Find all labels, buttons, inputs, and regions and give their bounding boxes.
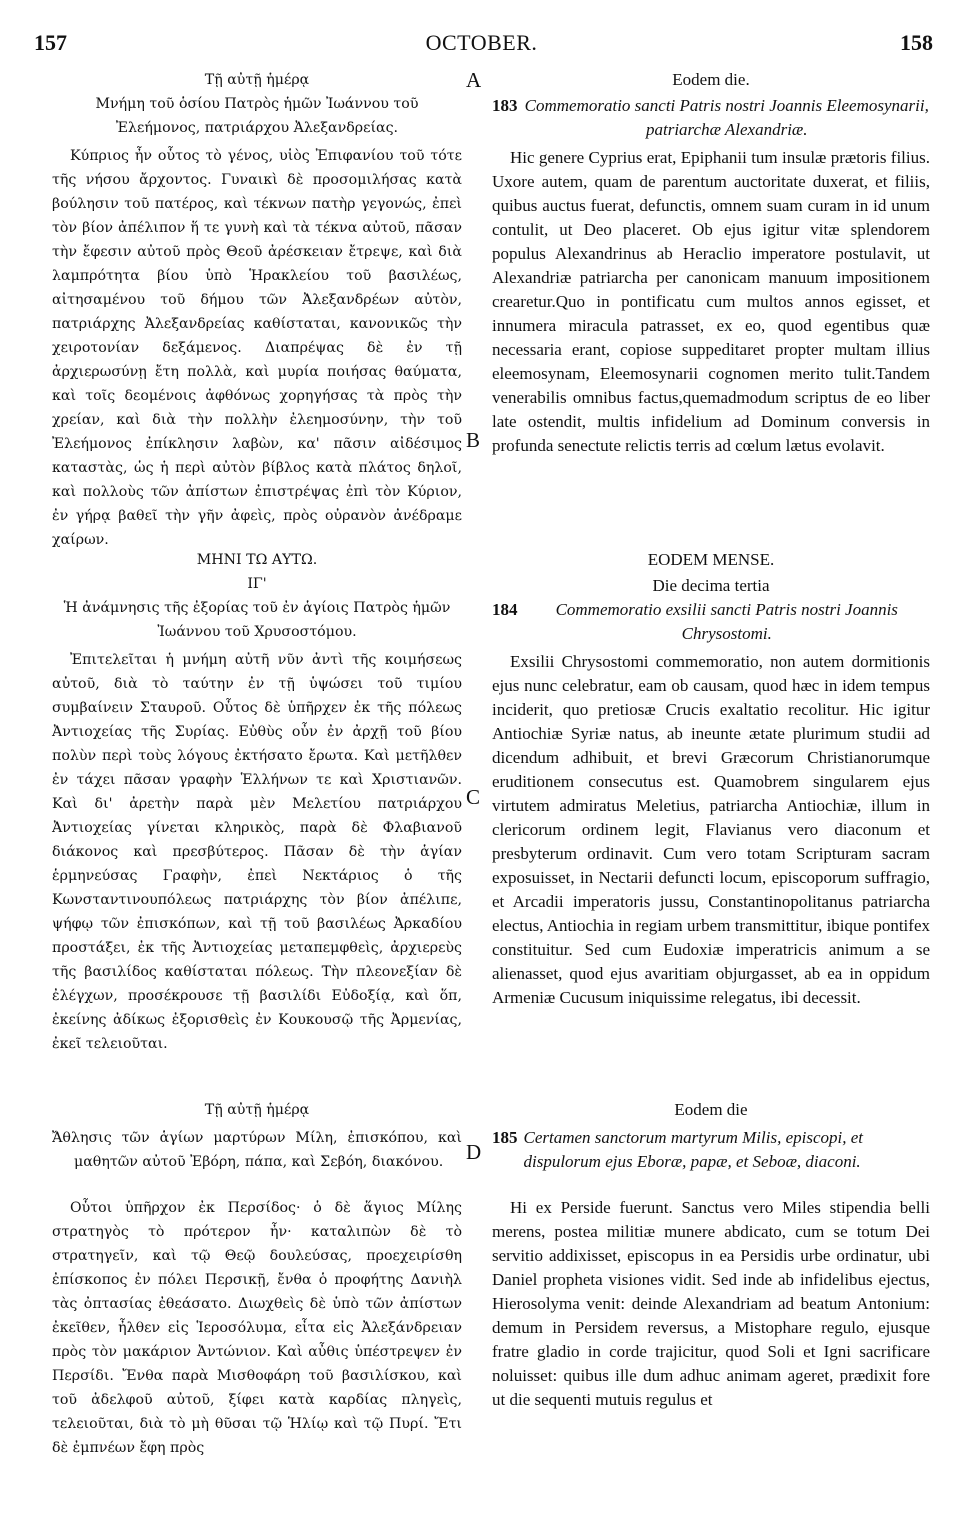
- latin-s1-number: 183: [492, 96, 518, 115]
- greek-s2-title: Ἡ ἀνάμνησις τῆς ἐξορίας τοῦ ἐν ἁγίοις Πατρὸς ἡμῶν Ἰωάννου τοῦ Χρυσοστόμου.: [63, 600, 451, 640]
- margin-marker-a: A: [466, 68, 482, 92]
- latin-s2-number: 184: [492, 600, 518, 619]
- running-title: OCTOBER.: [425, 30, 538, 55]
- greek-s3-day: Τῇ αὐτῇ ἡμέρᾳ: [204, 1102, 310, 1118]
- latin-s3-day: Eodem die: [674, 1100, 748, 1119]
- page-number-left: 157: [34, 30, 67, 55]
- margin-marker-d: D: [466, 1140, 482, 1164]
- latin-s3-heading: [492, 1126, 930, 1174]
- latin-s2-body: Exsilii Chrysostomi commemoratio, non autem dormitionis ejus nunc celebratur, eam ob causam, quod hæc in idem tempus inciderit, quo pretiosæ Crucis exaltatio recolitur. Hic igitur Antiochiæ Syriæ natus, ab ineunte ætate plurimum studii ad dicendum adhibuit, et brevi Græcorum Christianorumque eruditionem consecutus est. Quamobrem singularem ejus virtutem admiratus Meletius, patriarcha Antiochiæ, illum in clericorum ordinem legit, Flavianus vero diaconum et presbyterum ordinavit. Cum vero totam Scripturam sacram exposuisset, in Nectarii defuncti locum, episcoporum suffragio, et Arcadii imperatoris jussu, Constantinopolitanus patriarcha electus, Antiochia in regiam urbem transmittitur, ibique pontifex constituitur. Sed cum Eudoxiæ imperatricis animum a se alienasset, quod ejus avaritiam objurgasset, ab ea in oppidum Armeniæ Cucusum iniquissime relegatus, ibi decessit.: [492, 652, 930, 1007]
- greek-s3-title: Ἄθλησις τῶν ἁγίων μαρτύρων Μίλη, ἐπισκόπου, καὶ μαθητῶν αὐτοῦ Ἐβόρη, πάπα, καὶ Σεβόη, διακόνου.: [52, 1130, 462, 1170]
- greek-s1-body: Κύπριος ἦν οὗτος τὸ γένος, υἱὸς Ἐπιφανίου τοῦ τότε τῆς νήσου ἄρχοντος. Γυναικὶ δὲ προσομιλήσας κατὰ βούλησιν τοῦ πατέρος, καὶ τέκνων πατὴρ γεγονώς, ἐπεὶ τὸν βίον ἀπέλιπον ἥ τε γυνὴ καὶ τὰ τέκνα αὐτοῦ, πᾶσαν τὴν ἔφεσιν αὐτοῦ πρὸς Θεοῦ ἀρέσκειαν ἔτρεψε, καὶ διὰ λαμπρότητα βίου ὑπὸ Ἡρακλείου τοῦ βασιλέως, αἰτησαμένου τοῦ δήμου τῶν Ἀλεξανδρέων αὐτὸν, πατριάρχης Ἀλεξανδρείας καθίσταται, κανονικῶς τὴν χειροτονίαν δεξάμενος. Διαπρέψας δὲ ἐν τῇ ἀρχιερωσύνῃ ἔτη πολλὰ, καὶ μυρία ποιήσας θαύματα, καὶ τοῖς δεομένοις ἀφθόνως χορηγήσας τὰ πρὸς τὴν χρείαν, καὶ διὰ τὴν πολλὴν ἐλεημοσύνην, τὴν τοῦ Ἐλεήμονος ἐπίκλησιν λαβὼν, κα' πᾶσιν αἰδέσιμος καταστὰς, ὡς ἡ περὶ αὐτὸν βίβλος κατὰ πλάτος δηλοῖ, καὶ πολλοὺς τῶν ἀπίστων ἐπιστρέψας ἐπὶ τὸν Κύριον, ἐν γήρᾳ βαθεῖ τὴν γῆν ἀφεὶς, πρὸς οὐρανὸν ἀνέδραμε χαίρων.: [52, 148, 462, 548]
- latin-s3-title: Certamen sanctorum martyrum Milis, episcopi, et dispulorum ejus Eboræ, papæ, et Seboæ, diaconi.: [523, 1128, 863, 1171]
- margin-marker-b: B: [466, 428, 481, 452]
- greek-s3-body: Οὗτοι ὑπῆρχον ἐκ Περσίδος· ὁ δὲ ἅγιος Μίλης στρατηγὸς τὸ πρότερον ἦν· καταλιπὼν δὲ τὸ στρατηγεῖν, καὶ τῷ Θεῷ δουλεύσας, προεχειρίσθη ἐπίσκοπος ἐν πόλει Περσικῇ, ἔνθα ὁ προφήτης Δανιὴλ τὰς ὀπτασίας ἐθεάσατο. Διωχθεὶς δὲ ὑπὸ τῶν ἀπίστων ἐκεῖθεν, ἦλθεν εἰς Ἱεροσόλυμα, εἶτα εἰς Ἀλεξάνδρειαν πρὸς τὸν μακάριον Ἀντώνιον. Καὶ αὖθις ὑπέστρεψεν ἐν Περσίδι. Ἔνθα παρὰ Μισθοφάρη τοῦ βασιλίσκου, καὶ τοῦ ἀδελφοῦ αὐτοῦ, ξίφει κατὰ καρδίας πληγεὶς, τελειοῦται, διὰ τὸ μὴ θῦσαι τῷ Ἡλίῳ καὶ τῷ Πυρί. Ἔτι δὲ ἐμπνέων ἔφη πρὸς: [52, 1200, 462, 1456]
- latin-s3-body: Hi ex Perside fuerunt. Sanctus vero Miles stipendia belli merens, postea militiæ munere abdicato, cum se totum Dei servitio addixisset, episcopus in ea Persidis urbe ordinatur, ubi Daniel propheta visiones vidit. Sed inde ab infidelibus ejectus, Hierosolyma venit: deinde Alexandriam ad beatum Antonium: demum in Persidem reversus, a Mistophare regulo, ejusque fratre gladio in corde trajicitur, quod Soli et Igni sacrificare noluisset: quibus ille dum adhuc animam ageret, prædixit fore ut die sequenti mutuis regulus et: [492, 1198, 930, 1409]
- latin-s1-body: Hic genere Cyprius erat, Epiphanii tum insulæ prætoris filius. Uxore autem, quam de parentum auctoritate duxerat, et filiis, quibus auctus fuerat, defunctis, omnem suam curam in id unum contulit, ut Deo placeret. Ob ejus igitur vitæ splendorem populus Alexandrinus ab Heraclio imperatore postulavit, ut Alexandriæ patriarcha per canonicam manuum impositionem crearetur.Quo in pontificatu cum multos annos egisset, et innumera miracula patrasset, ex eo, quod egentibus quæ necessaria erant, copiose suppeditaret propter multam illius eleemosynam, Eleemosynarii cognomen merito tulit.Tandem venerabilis omnibus factus,quemadmodum scriptus de eo liber late ostendit, multis infidelium ad Dominum conversis in profunda senectute relictis terris ad cœlum lætus evolavit.: [492, 148, 930, 455]
- greek-day-numeral: ΙΓ': [247, 576, 267, 592]
- greek-month-heading: ΜΗΝΙ ΤΩ ΑΥΤΩ.: [196, 552, 318, 568]
- greek-s1-title: Μνήμη τοῦ ὁσίου Πατρὸς ἡμῶν Ἰωάννου τοῦ Ἐλεήμονος, πατριάρχου Ἀλεξανδρείας.: [95, 96, 419, 136]
- latin-s1-heading: [492, 94, 930, 142]
- page-number-right: 158: [900, 30, 933, 55]
- margin-marker-c: C: [466, 785, 481, 809]
- latin-s3-number: 185: [492, 1128, 518, 1147]
- latin-month-heading: EODEM MENSE.: [647, 550, 775, 569]
- latin-day-heading: Die decima tertia: [652, 576, 770, 595]
- latin-s2-heading: [492, 598, 930, 646]
- latin-s1-day: Eodem die.: [672, 70, 750, 89]
- page-header: [30, 30, 933, 60]
- latin-s1-title: Commemoratio sancti Patris nostri Joannis Eleemosynarii, patriarchæ Alexandriæ.: [524, 96, 929, 139]
- greek-s2-body: Ἐπιτελεῖται ἡ μνήμη αὐτῆ νῦν ἀντὶ τῆς κοιμήσεως αὐτοῦ, διὰ τὸ ταύτην ἐν τῇ ὑψώσει τοῦ τιμίου συμβαίνειν Σταυροῦ. Οὗτος δὲ ὑπῆρχεν ἐκ τῆς πόλεως Ἀντιοχείας τῆς Συρίας. Εὐθὺς οὖν ἐν ἀρχῇ τοῦ βίου πολὺν περὶ τοὺς λόγους ἐκτήσατο ἔρωτα. Καὶ μετῆλθεν ἐν τάχει πᾶσαν γραφὴν Ἑλλήνων τε καὶ Χριστιανῶν. Καὶ δι' ἀρετὴν παρὰ μὲν Μελετίου πατριάρχου Ἀντιοχείας γίνεται κληρικὸς, παρὰ δὲ Φλαβιανοῦ διάκονος καὶ πρεσβύτερος. Πᾶσαν δὲ τὴν ἁγίαν ἑρμηνεύσας Γραφὴν, ἐπεὶ Νεκτάριος ὁ τῆς Κωνσταντινουπόλεως πατριάρχης τὸν βίον ἀπέλιπε, ψήφῳ τῶν ἐπισκόπων, καὶ τῇ τοῦ βασιλέως Ἀρκαδίου προστάξει, ἐκ τῆς Ἀντιοχείας μεταπεμφθεὶς, ἀρχιερεὺς τῆς βασιλίδος καθίσταται πόλεως. Τὴν πλεονεξίαν δὲ ἐλέγχων, προσέκρουσε τῇ βασιλίδι Εὐδοξίᾳ, καὶ ὅπ, ἐκείνης ἀδίκως ἐξορισθεὶς ἐν Κουκουσῷ τῆς Ἀρμενίας, ἐκεῖ τελειοῦται.: [52, 652, 462, 1052]
- greek-s1-day: Τῇ αὐτῇ ἡμέρᾳ: [204, 72, 310, 88]
- latin-s2-title: Commemoratio exsilii sancti Patris nostri Joannis Chrysostomi.: [555, 600, 898, 643]
